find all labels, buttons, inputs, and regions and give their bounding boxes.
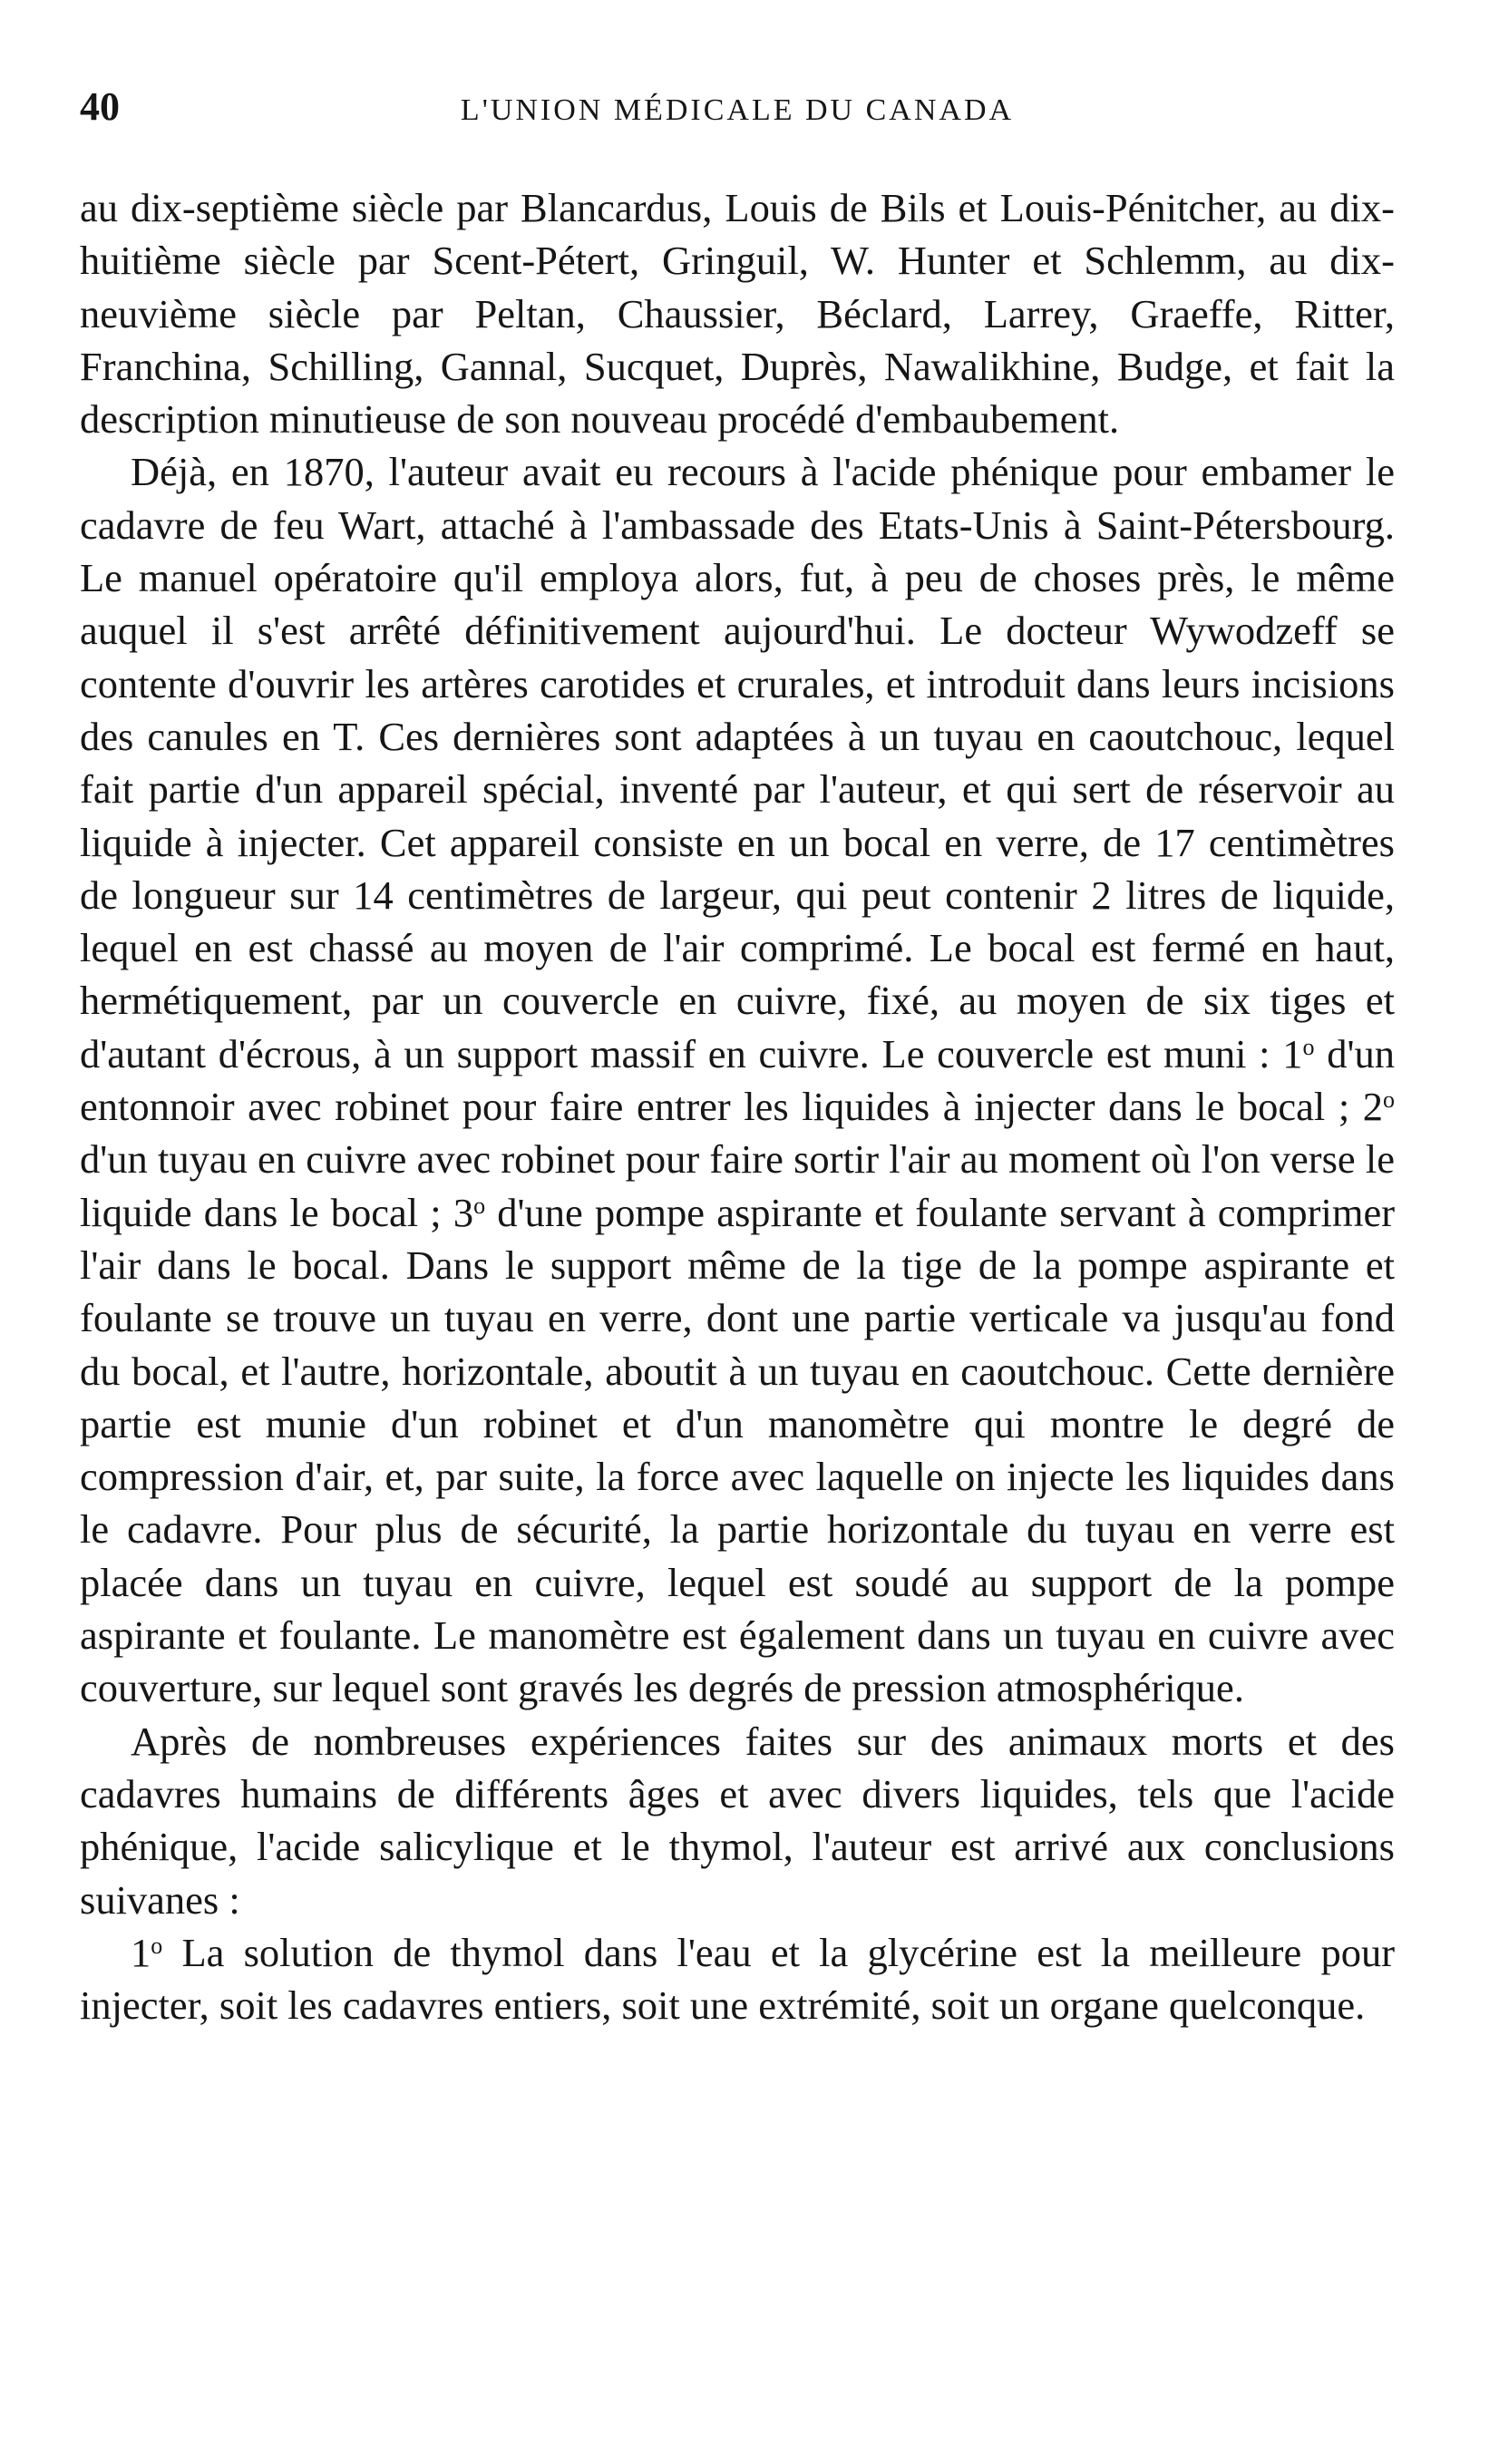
journal-title: L'UNION MÉDICALE DU CANADA xyxy=(460,93,1015,127)
list-item-pump: d'une pompe aspirante et foulante servant à comprimer l'air dans le bocal. Dans le support même de la tige de la pompe aspirante et foulante se trouve un tuyau en verre, dont une partie verticale va jusqu'au fond du bocal, et l'autre, horizontale, aboutit à un tuyau en caoutchouc. Cette dernière partie est munie d'un robinet et d'un manomètre qui montre le degré de compression d'air, et, par suite, la force avec laquelle on injecte les liquides dans le cadavre. Pour plus de sécurité, la partie horizontale du tuyau en verre est placée dans un tuyau en cuivre, lequel est soudé au support de la pompe aspirante et foulante. Le manomètre est également dans un tuyau en cuivre avec couverture, sur lequel sont gravés les degrés de pression atmosphérique. xyxy=(80,1189,1396,1711)
ordinal-3: 3 xyxy=(453,1189,474,1235)
ordinal-2: 2 xyxy=(1362,1084,1384,1130)
ordinal-mark: o xyxy=(1383,1086,1396,1114)
paragraph-text: au dix-septième siècle par Blancardus, Louis de Bils et Louis-Pénitcher, au dix-huitième siècle par Scent-Pétert, Gringuil, W. Hunter et Schlemm, au dix-neuvième siècle par Peltan, Chaussier, Béclard, Larrey, Graeffe, Ritter, Franchina, Schilling, Gannal, Sucquet, Duprès, Nawalikhine, Budge, et fait la description minutieuse de son nouveau procédé d'embaubement. xyxy=(80,185,1395,443)
list-item-tube: d'un tuyau en cuivre avec robinet pour faire sortir l'air au moment où l'on verse le liquide dans le bocal ; xyxy=(80,1136,1395,1235)
ordinal-mark: o xyxy=(151,1932,163,1959)
paragraph-history xyxy=(80,181,1395,445)
paragraph-text: La solution de thymol dans l'eau et la glycérine est la meilleure pour injecter, soit les cadavres entiers, soit une extrémité, soit un organe quelconque. xyxy=(80,1929,1396,2029)
paragraph-experiments xyxy=(80,1715,1395,1926)
page xyxy=(80,83,1395,2031)
page-number: 40 xyxy=(80,84,120,129)
paragraph-conclusion-1 xyxy=(80,1926,1395,2032)
paragraph-apparatus xyxy=(80,445,1395,1714)
ordinal-1: 1 xyxy=(131,1929,151,1975)
paragraph-text: Déjà, en 1870, l'auteur avait eu recours à l'acide phénique pour embamer le cadavre de feu Wart, attaché à l'ambassade des Etats-Unis à Saint-Pétersbourg. Le manuel opératoire qu'il employa alors, fut, à peu de choses près, le même auquel il s'est arrêté définitivement aujourd'hui. Le docteur Wywodzeff se contente d'ouvrir les artères carotides et crurales, et introduit dans leurs incisions des canules en T. Ces dernières sont adaptées à un tuyau en caoutchouc, lequel fait partie d'un appareil spécial, inventé par l'auteur, et qui sert de réservoir au liquide à injecter. Cet appareil consiste en un bocal en verre, de 17 centimètres de longueur sur 14 centimètres de largeur, qui peut contenir 2 litres de liquide, lequel en est chassé au moyen de l'air comprimé. Le bocal est fermé en haut, hermétiquement, par un couvercle en cuivre, fixé, au moyen de six tiges et d'autant d'écrous, à un support massif en cuivre. Le couvercle est muni : xyxy=(80,449,1395,1076)
paragraph-text: Après de nombreuses expériences faites sur des animaux morts et des cadavres humains de différents âges et avec divers liquides, tels que l'acide phénique, l'acide salicylique et le thymol, l'auteur est arrivé aux conclusions suivanes : xyxy=(80,1718,1395,1923)
ordinal-1: 1 xyxy=(1282,1030,1303,1076)
running-head xyxy=(80,83,1395,138)
ordinal-mark: o xyxy=(1302,1033,1315,1060)
list-item-funnel: d'un entonnoir avec robinet pour faire entrer les liquides à injecter dans le bocal ; xyxy=(80,1030,1395,1130)
ordinal-mark: o xyxy=(473,1192,486,1219)
body-text xyxy=(80,181,1395,2031)
